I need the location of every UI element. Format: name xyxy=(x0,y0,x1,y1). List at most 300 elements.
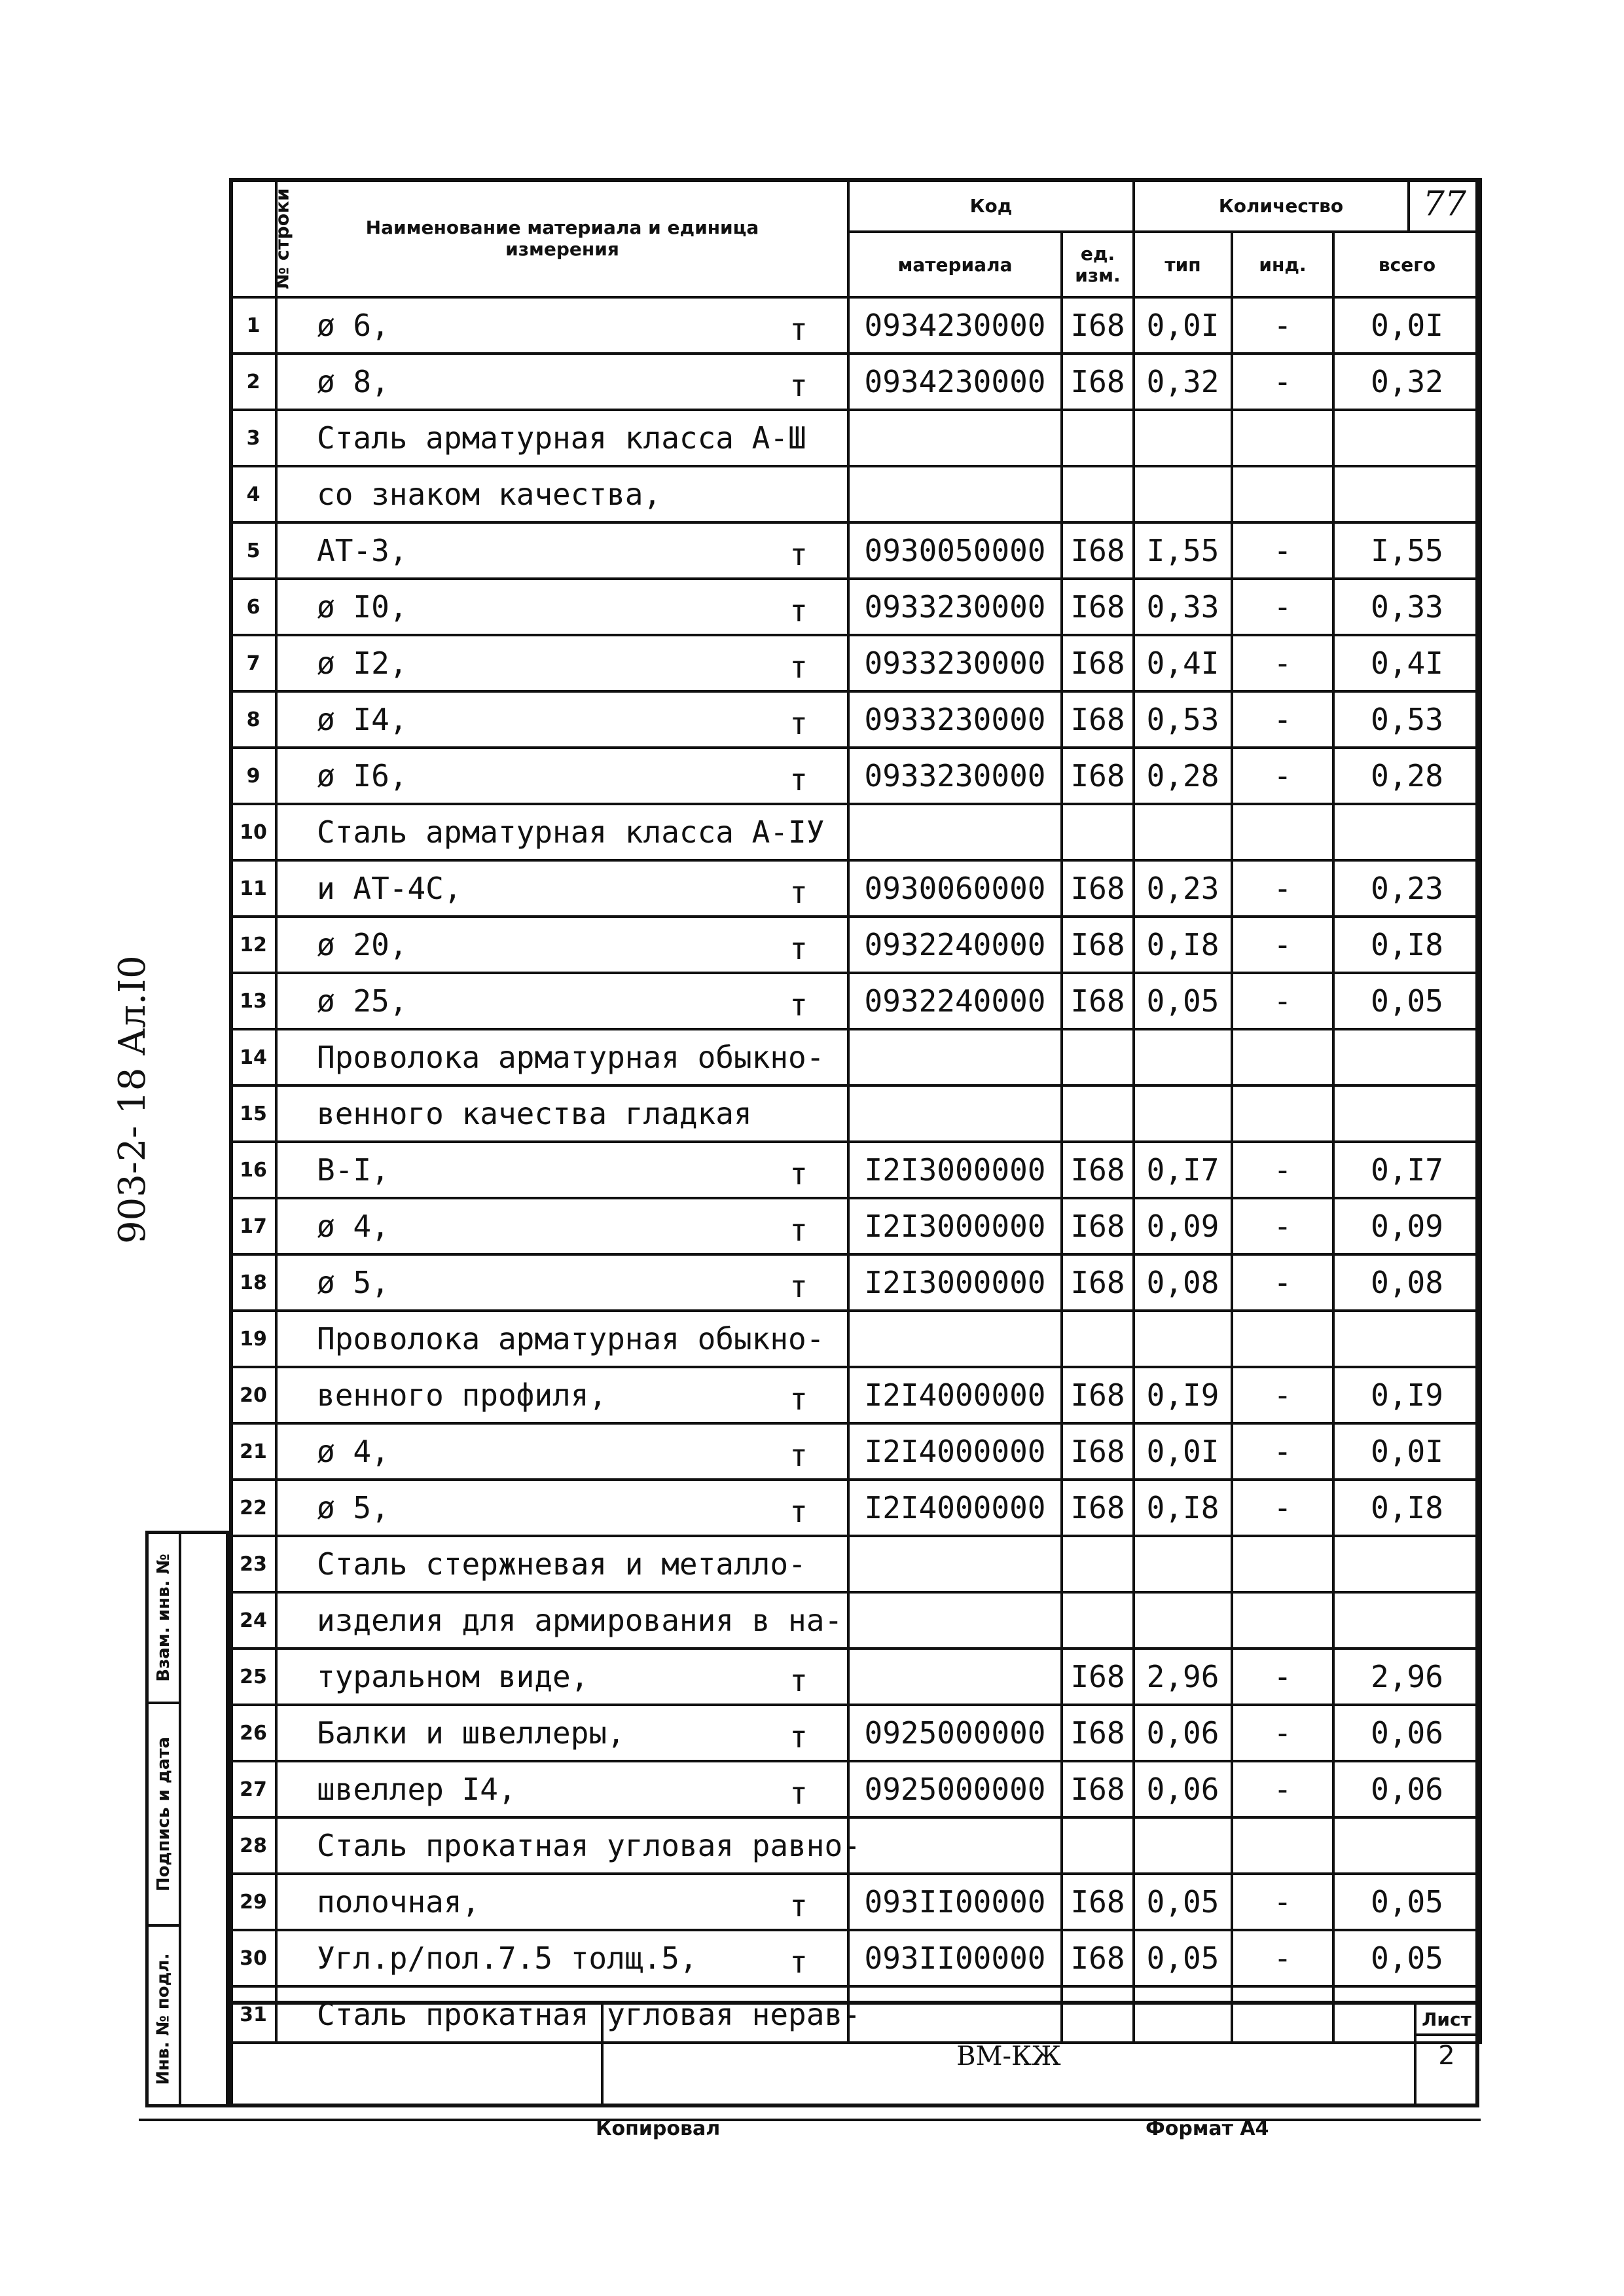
unit-code: I68 xyxy=(1062,1874,1134,1930)
format-label: Формат А4 xyxy=(1146,2117,1269,2140)
qty-total: 0,05 xyxy=(1333,1930,1481,1986)
qty-ind xyxy=(1232,410,1333,466)
material-name xyxy=(276,522,848,579)
qty-typ: 0,28 xyxy=(1134,748,1232,804)
material-code xyxy=(848,1311,1062,1367)
table-row xyxy=(230,1029,1481,1085)
qty-typ: 0,06 xyxy=(1134,1761,1232,1817)
qty-typ: 0,32 xyxy=(1134,354,1232,410)
material-unit: т xyxy=(789,875,808,910)
qty-typ xyxy=(1134,1592,1232,1649)
document-designation: ВМ-КЖ xyxy=(604,2005,1416,2107)
table-row xyxy=(230,522,1481,579)
material-name xyxy=(276,1367,848,1423)
qty-typ: 0,23 xyxy=(1134,860,1232,917)
material-name-text: ø I6, xyxy=(317,758,408,793)
qty-total: 0,05 xyxy=(1333,1874,1481,1930)
material-name xyxy=(276,1536,848,1592)
unit-code: I68 xyxy=(1062,1423,1134,1480)
unit-code: I68 xyxy=(1062,354,1134,410)
table-row xyxy=(230,1198,1481,1254)
material-name-text: ø I4, xyxy=(317,702,408,737)
row-number: 4 xyxy=(230,466,276,522)
table-row xyxy=(230,354,1481,410)
material-name-text: и АТ-4С, xyxy=(317,871,462,906)
material-code: 093II00000 xyxy=(848,1930,1062,1986)
material-name-text: туральном виде, xyxy=(317,1659,589,1694)
qty-total: 2,96 xyxy=(1333,1649,1481,1705)
material-code: 0925000000 xyxy=(848,1761,1062,1817)
material-name-text: ø 5, xyxy=(317,1490,389,1525)
qty-total: 0,53 xyxy=(1333,691,1481,748)
material-name xyxy=(276,297,848,354)
unit-code: I68 xyxy=(1062,579,1134,635)
table-row xyxy=(230,1817,1481,1874)
footer-rule xyxy=(139,2119,1481,2121)
qty-total xyxy=(1333,1311,1481,1367)
material-code xyxy=(848,1085,1062,1142)
stamp-replace-inv: Взам. инв. № xyxy=(149,1534,179,1704)
unit-code: I68 xyxy=(1062,297,1134,354)
stamp-label-column xyxy=(149,1534,181,2104)
qty-typ: 0,I7 xyxy=(1134,1142,1232,1198)
header-material-code: материала xyxy=(848,232,1062,297)
unit-code: I68 xyxy=(1062,1367,1134,1423)
material-unit: т xyxy=(789,1212,808,1248)
copied-label: Копировал xyxy=(596,2117,721,2140)
material-name-text: ø I2, xyxy=(317,646,408,681)
unit-code xyxy=(1062,466,1134,522)
materials-table xyxy=(229,178,1482,2044)
material-name xyxy=(276,1480,848,1536)
unit-code xyxy=(1062,1536,1134,1592)
table-row xyxy=(230,1761,1481,1817)
table-body xyxy=(230,297,1481,2043)
qty-total: 0,0I xyxy=(1333,1423,1481,1480)
row-number: 17 xyxy=(230,1198,276,1254)
unit-code xyxy=(1062,804,1134,860)
material-name-text: ø 5, xyxy=(317,1265,389,1300)
qty-total: 0,I9 xyxy=(1333,1367,1481,1423)
material-name-text: ø 25, xyxy=(317,983,408,1019)
material-name xyxy=(276,1874,848,1930)
material-name xyxy=(276,973,848,1029)
material-unit: т xyxy=(789,1776,808,1811)
material-code: 0933230000 xyxy=(848,579,1062,635)
header-typ: тип xyxy=(1134,232,1232,297)
row-number: 10 xyxy=(230,804,276,860)
material-name xyxy=(276,1029,848,1085)
qty-typ: 0,I8 xyxy=(1134,917,1232,973)
qty-ind: - xyxy=(1232,860,1333,917)
material-code: I2I4000000 xyxy=(848,1423,1062,1480)
row-number: 31 xyxy=(230,1986,276,2043)
qty-total xyxy=(1333,410,1481,466)
qty-typ: 0,05 xyxy=(1134,1874,1232,1930)
qty-total xyxy=(1333,1536,1481,1592)
material-name-text: полочная, xyxy=(317,1884,480,1920)
table-row xyxy=(230,1536,1481,1592)
qty-typ xyxy=(1134,1029,1232,1085)
qty-typ: 0,05 xyxy=(1134,973,1232,1029)
material-name-text: Сталь арматурная класса А-Ш xyxy=(317,420,806,456)
qty-ind: - xyxy=(1232,1761,1333,1817)
title-block xyxy=(229,2001,1479,2107)
row-number: 28 xyxy=(230,1817,276,1874)
qty-typ: 0,33 xyxy=(1134,579,1232,635)
table-row xyxy=(230,1367,1481,1423)
material-unit: т xyxy=(789,537,808,572)
row-number: 27 xyxy=(230,1761,276,1817)
material-code xyxy=(848,1029,1062,1085)
material-name xyxy=(276,1198,848,1254)
table-row xyxy=(230,917,1481,973)
header-quantity: Количество xyxy=(1134,179,1481,232)
material-name-text: швеллер I4, xyxy=(317,1772,516,1807)
material-name-text: Проволока арматурная обыкно- xyxy=(317,1321,825,1357)
material-name xyxy=(276,1085,848,1142)
material-name-text: Угл.р/пол.7.5 толщ.5, xyxy=(317,1941,698,1976)
material-name-text: Сталь прокатная угловая равно- xyxy=(317,1828,861,1863)
qty-typ: 0,06 xyxy=(1134,1705,1232,1761)
qty-total: 0,32 xyxy=(1333,354,1481,410)
unit-code: I68 xyxy=(1062,1198,1134,1254)
material-unit: т xyxy=(789,1719,808,1755)
material-code: 0934230000 xyxy=(848,354,1062,410)
table-row xyxy=(230,748,1481,804)
material-name xyxy=(276,748,848,804)
qty-typ: 0,I8 xyxy=(1134,1480,1232,1536)
qty-typ: 0,08 xyxy=(1134,1254,1232,1311)
qty-total: 0,I8 xyxy=(1333,1480,1481,1536)
qty-typ: 0,0I xyxy=(1134,1423,1232,1480)
qty-ind xyxy=(1232,804,1333,860)
header-row-number: № строки xyxy=(230,179,276,297)
material-unit: т xyxy=(789,649,808,685)
material-name xyxy=(276,1817,861,1874)
material-name xyxy=(276,1311,848,1367)
qty-ind: - xyxy=(1232,1142,1333,1198)
material-name-text: ø 4, xyxy=(317,1209,389,1244)
unit-code: I68 xyxy=(1062,917,1134,973)
qty-ind: - xyxy=(1232,297,1333,354)
unit-code: I68 xyxy=(1062,1142,1134,1198)
qty-typ: 2,96 xyxy=(1134,1649,1232,1705)
material-name-text: Проволока арматурная обыкно- xyxy=(317,1040,825,1075)
qty-ind: - xyxy=(1232,1423,1333,1480)
material-name xyxy=(276,579,848,635)
row-number: 9 xyxy=(230,748,276,804)
qty-typ xyxy=(1134,466,1232,522)
stamp-inv-sub: Инв. № подл. xyxy=(154,1952,173,2085)
qty-total: 0,05 xyxy=(1333,973,1481,1029)
qty-ind xyxy=(1232,1311,1333,1367)
table-row xyxy=(230,1592,1481,1649)
sheet-label: Лист xyxy=(1414,2005,1479,2036)
qty-total: 0,28 xyxy=(1333,748,1481,804)
table-row xyxy=(230,579,1481,635)
table-row xyxy=(230,1254,1481,1311)
material-code xyxy=(848,1592,1062,1649)
material-name-text: ø 6, xyxy=(317,308,389,343)
row-number: 30 xyxy=(230,1930,276,1986)
page-number: 77 xyxy=(1407,178,1479,233)
qty-total: 0,33 xyxy=(1333,579,1481,635)
table-row xyxy=(230,1649,1481,1705)
table-row xyxy=(230,1085,1481,1142)
material-code: 0930050000 xyxy=(848,522,1062,579)
table-row xyxy=(230,973,1481,1029)
material-name-text: ø 20, xyxy=(317,927,408,962)
qty-typ: 0,09 xyxy=(1134,1198,1232,1254)
material-name xyxy=(276,1592,848,1649)
row-number: 6 xyxy=(230,579,276,635)
table-row xyxy=(230,691,1481,748)
qty-typ: 0,4I xyxy=(1134,635,1232,691)
row-number: 16 xyxy=(230,1142,276,1198)
qty-ind: - xyxy=(1232,635,1333,691)
material-unit: т xyxy=(789,1663,808,1698)
unit-code xyxy=(1062,1029,1134,1085)
table-row xyxy=(230,297,1481,354)
table-row xyxy=(230,804,1481,860)
row-number: 21 xyxy=(230,1423,276,1480)
unit-code: I68 xyxy=(1062,522,1134,579)
qty-ind: - xyxy=(1232,1874,1333,1930)
qty-ind: - xyxy=(1232,691,1333,748)
material-name-text: ø I0, xyxy=(317,589,408,625)
material-name xyxy=(276,1423,848,1480)
qty-total: 0,06 xyxy=(1333,1761,1481,1817)
row-number: 20 xyxy=(230,1367,276,1423)
approval-stamp xyxy=(145,1531,229,2107)
qty-ind: - xyxy=(1232,1705,1333,1761)
unit-code xyxy=(1062,1311,1134,1367)
qty-ind: - xyxy=(1232,917,1333,973)
material-code: 0932240000 xyxy=(848,973,1062,1029)
material-code: I2I4000000 xyxy=(848,1480,1062,1536)
qty-typ: 0,0I xyxy=(1134,297,1232,354)
row-number: 13 xyxy=(230,973,276,1029)
unit-code xyxy=(1062,1817,1134,1874)
material-name-text: Сталь прокатная угловая нерав- xyxy=(317,1997,861,2032)
material-code: 0925000000 xyxy=(848,1705,1062,1761)
qty-ind: - xyxy=(1232,1198,1333,1254)
material-name xyxy=(276,466,848,522)
qty-ind: - xyxy=(1232,1930,1333,1986)
material-code: I2I4000000 xyxy=(848,1367,1062,1423)
row-number: 11 xyxy=(230,860,276,917)
qty-total: 0,06 xyxy=(1333,1705,1481,1761)
material-name-text: со знаком качества, xyxy=(317,477,662,512)
material-code xyxy=(848,466,1062,522)
qty-total: 0,23 xyxy=(1333,860,1481,917)
qty-ind: - xyxy=(1232,354,1333,410)
material-unit: т xyxy=(789,1156,808,1192)
material-name-text: Сталь стержневая и металло- xyxy=(317,1546,806,1582)
qty-typ: 0,I9 xyxy=(1134,1367,1232,1423)
material-unit: т xyxy=(789,1944,808,1980)
qty-total: 0,08 xyxy=(1333,1254,1481,1311)
qty-ind: - xyxy=(1232,579,1333,635)
material-name xyxy=(276,410,848,466)
qty-ind: - xyxy=(1232,1649,1333,1705)
material-code: I2I3000000 xyxy=(848,1254,1062,1311)
header-ind: инд. xyxy=(1232,232,1333,297)
material-name xyxy=(276,354,848,410)
material-name xyxy=(276,635,848,691)
material-unit: т xyxy=(789,1494,808,1529)
material-unit: т xyxy=(789,931,808,966)
material-code xyxy=(848,1649,1062,1705)
qty-typ: I,55 xyxy=(1134,522,1232,579)
qty-ind: - xyxy=(1232,748,1333,804)
material-name xyxy=(276,804,848,860)
unit-code xyxy=(1062,1592,1134,1649)
material-code xyxy=(848,410,1062,466)
row-number: 14 xyxy=(230,1029,276,1085)
row-number: 25 xyxy=(230,1649,276,1705)
row-number: 5 xyxy=(230,522,276,579)
table-row xyxy=(230,635,1481,691)
qty-ind: - xyxy=(1232,1367,1333,1423)
header-unit: ед. изм. xyxy=(1062,232,1134,297)
material-name xyxy=(276,691,848,748)
material-unit: т xyxy=(789,762,808,797)
unit-code: I68 xyxy=(1062,1930,1134,1986)
material-name-text: В-I, xyxy=(317,1152,389,1188)
table-row xyxy=(230,1930,1481,1986)
row-number: 24 xyxy=(230,1592,276,1649)
material-code xyxy=(848,1817,1062,1874)
material-code: 0933230000 xyxy=(848,635,1062,691)
material-name-text: венного профиля, xyxy=(317,1377,607,1413)
qty-ind: - xyxy=(1232,1480,1333,1536)
row-number: 2 xyxy=(230,354,276,410)
material-unit: т xyxy=(789,1438,808,1473)
material-unit: т xyxy=(789,706,808,741)
row-number: 1 xyxy=(230,297,276,354)
qty-total xyxy=(1333,1029,1481,1085)
header-total: всего xyxy=(1333,232,1481,297)
row-number: 7 xyxy=(230,635,276,691)
unit-code: I68 xyxy=(1062,748,1134,804)
material-code: 093II00000 xyxy=(848,1874,1062,1930)
qty-typ xyxy=(1134,410,1232,466)
table-row xyxy=(230,1874,1481,1930)
material-name xyxy=(276,1649,848,1705)
material-unit: т xyxy=(789,1381,808,1417)
row-number: 19 xyxy=(230,1311,276,1367)
table-row xyxy=(230,1480,1481,1536)
qty-typ: 0,05 xyxy=(1134,1930,1232,1986)
qty-typ xyxy=(1134,1311,1232,1367)
material-code xyxy=(848,1536,1062,1592)
unit-code: I68 xyxy=(1062,1705,1134,1761)
material-name xyxy=(276,1254,848,1311)
qty-ind xyxy=(1232,1029,1333,1085)
material-code: I2I3000000 xyxy=(848,1198,1062,1254)
table-row xyxy=(230,1142,1481,1198)
qty-typ: 0,53 xyxy=(1134,691,1232,748)
material-name-text: АТ-3, xyxy=(317,533,408,568)
row-number: 29 xyxy=(230,1874,276,1930)
qty-ind: - xyxy=(1232,522,1333,579)
qty-ind xyxy=(1232,1085,1333,1142)
unit-code: I68 xyxy=(1062,1254,1134,1311)
material-code: I2I3000000 xyxy=(848,1142,1062,1198)
row-number: 26 xyxy=(230,1705,276,1761)
qty-total: I,55 xyxy=(1333,522,1481,579)
qty-typ xyxy=(1134,1536,1232,1592)
qty-total: 0,4I xyxy=(1333,635,1481,691)
row-number: 8 xyxy=(230,691,276,748)
row-number: 22 xyxy=(230,1480,276,1536)
qty-total xyxy=(1333,466,1481,522)
material-name-text: Сталь арматурная класса А-IУ xyxy=(317,814,825,850)
unit-code: I68 xyxy=(1062,691,1134,748)
row-number: 12 xyxy=(230,917,276,973)
material-code: 0933230000 xyxy=(848,748,1062,804)
material-name xyxy=(276,1142,848,1198)
qty-total: 0,I8 xyxy=(1333,917,1481,973)
qty-typ xyxy=(1134,804,1232,860)
unit-code: I68 xyxy=(1062,635,1134,691)
unit-code: I68 xyxy=(1062,1480,1134,1536)
material-name-text: венного качества гладкая xyxy=(317,1096,752,1131)
unit-code: I68 xyxy=(1062,1649,1134,1705)
material-code: 0932240000 xyxy=(848,917,1062,973)
qty-total xyxy=(1333,804,1481,860)
table-row xyxy=(230,466,1481,522)
table-row xyxy=(230,1311,1481,1367)
material-name-text: ø 8, xyxy=(317,364,389,399)
qty-ind xyxy=(1232,466,1333,522)
material-unit: т xyxy=(789,368,808,403)
material-code xyxy=(848,804,1062,860)
material-unit: т xyxy=(789,593,808,629)
stamp-sign-date: Подпись и дата xyxy=(149,1704,179,1927)
table-row xyxy=(230,410,1481,466)
unit-code: I68 xyxy=(1062,973,1134,1029)
qty-total xyxy=(1333,1592,1481,1649)
qty-ind xyxy=(1232,1817,1333,1874)
qty-total: 0,I7 xyxy=(1333,1142,1481,1198)
material-name xyxy=(276,1705,848,1761)
sheet-number: 2 xyxy=(1438,2041,1455,2071)
material-code: 0930060000 xyxy=(848,860,1062,917)
material-name-text: ø 4, xyxy=(317,1434,389,1469)
qty-typ xyxy=(1134,1817,1232,1874)
material-unit: т xyxy=(789,1888,808,1923)
qty-ind xyxy=(1232,1592,1333,1649)
qty-typ xyxy=(1134,1085,1232,1142)
material-unit: т xyxy=(789,312,808,347)
material-unit: т xyxy=(789,1269,808,1304)
material-name-text: изделия для армирования в на- xyxy=(317,1603,843,1638)
title-block-left xyxy=(229,2005,604,2107)
unit-code xyxy=(1062,410,1134,466)
qty-ind xyxy=(1232,1536,1333,1592)
qty-total: 0,09 xyxy=(1333,1198,1481,1254)
qty-total: 0,0I xyxy=(1333,297,1481,354)
unit-code: I68 xyxy=(1062,860,1134,917)
table-row xyxy=(230,1705,1481,1761)
row-number: 3 xyxy=(230,410,276,466)
vertical-document-code: 903-2- 18 Ал.I0 xyxy=(111,955,154,1244)
material-code: 0933230000 xyxy=(848,691,1062,748)
material-name-text: Балки и швеллеры, xyxy=(317,1715,625,1751)
